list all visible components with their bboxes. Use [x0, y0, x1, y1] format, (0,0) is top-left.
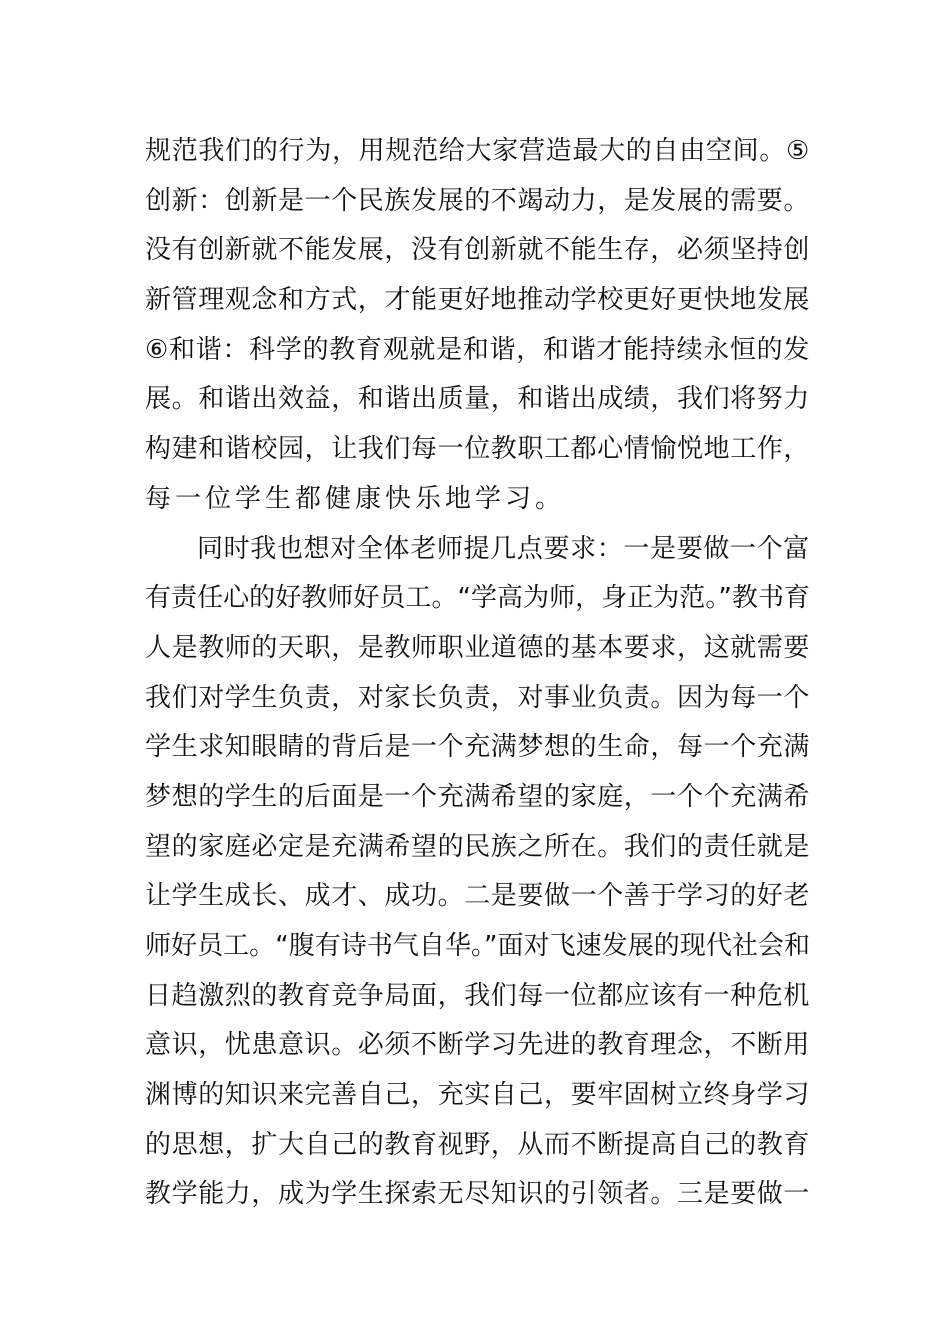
text-line: ⑥和谐：科学的教育观就是和谐，和谐才能持续永恒的发	[145, 334, 810, 365]
text-line: 教学能力，成为学生探索无尽知识的引领者。三是要做一	[145, 1179, 810, 1210]
text-line: 望的家庭必定是充满希望的民族之所在。我们的责任就是	[145, 831, 810, 862]
text-line: 我们对学生负责，对家长负责，对事业负责。因为每一个	[145, 682, 810, 713]
text-line: 的思想，扩大自己的教育视野，从而不断提高自己的教育	[145, 1129, 810, 1160]
text-line: 创新：创新是一个民族发展的不竭动力，是发展的需要。	[145, 185, 810, 216]
body-text	[145, 127, 810, 1220]
text-line: 学生求知眼睛的背后是一个充满梦想的生命，每一个充满	[145, 732, 810, 763]
text-line: 新管理观念和方式，才能更好地推动学校更好更快地发展	[145, 285, 810, 316]
text-line: 梦想的学生的后面是一个充满希望的家庭，一个个充满希	[145, 781, 810, 812]
text-line: 没有创新就不能发展，没有创新就不能生存，必须坚持创	[145, 235, 810, 266]
text-line: 人是教师的天职，是教师职业道德的基本要求，这就需要	[145, 632, 810, 663]
text-line: 日趋激烈的教育竞争局面，我们每一位都应该有一种危机	[145, 980, 810, 1011]
text-line: 意识，忧患意识。必须不断学习先进的教育理念，不断用	[145, 1030, 810, 1061]
text-line: 有责任心的好教师好员工。“学高为师，身正为范。”教书育	[145, 583, 810, 614]
text-line: 展。和谐出效益，和谐出质量，和谐出成绩，我们将努力	[145, 384, 810, 415]
text-line: 构建和谐校园，让我们每一位教职工都心情愉悦地工作，	[145, 434, 810, 465]
text-line: 规范我们的行为，用规范给大家营造最大的自由空间。⑤	[145, 136, 810, 166]
text-line: 让学生成长、成才、成功。二是要做一个善于学习的好老	[145, 881, 810, 912]
paragraph-first-line: 同时我也想对全体老师提几点要求：一是要做一个富	[197, 533, 810, 564]
text-line: 每一位学生都健康快乐地学习。	[145, 483, 566, 514]
text-line: 师好员工。“腹有诗书气自华。”面对飞速发展的现代社会和	[145, 931, 810, 961]
text-line: 渊博的知识来完善自己，充实自己，要牢固树立终身学习	[145, 1080, 810, 1111]
